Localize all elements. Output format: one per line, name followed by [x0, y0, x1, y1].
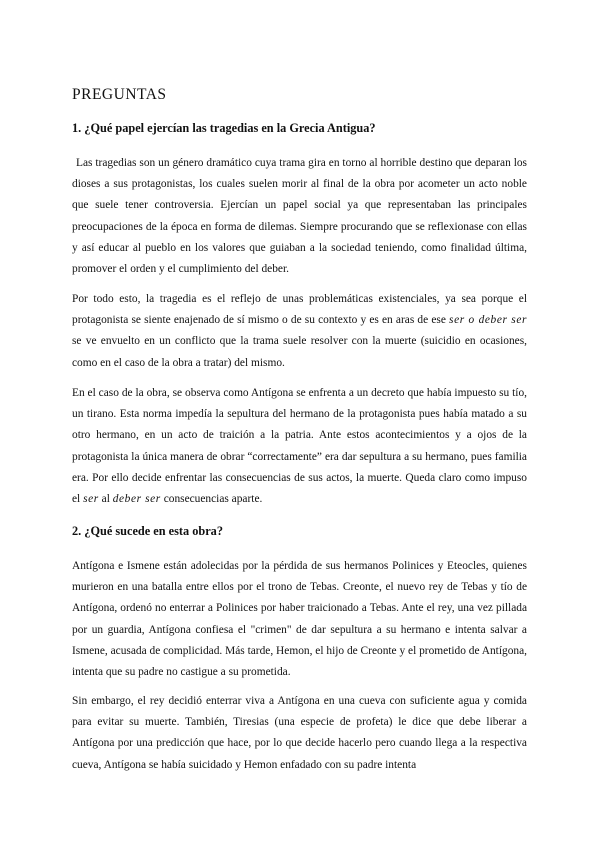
page-title: PREGUNTAS [72, 86, 167, 103]
question-1-paragraph-3 [72, 383, 527, 510]
question-1-paragraph-1: Las tragedias son un género dramático cuya trama gira en torno al horrible destino que deparan los dioses a sus protagonistas, los cuales suelen morir al final de la obra por acometer un acto noble que suele tener controversia. Ejercían un papel social ya que representaban las principales preocupaciones de la época en forma de dilemas. Siempre procurando que se reflexionase con ellas y así educar al pueblo en los valores que guiaban a la sociedad teniendo, como finalidad última, promover el orden y el cumplimiento del deber. [72, 157, 527, 276]
emphasis-text: ser o deber ser [449, 314, 528, 327]
paragraph-text: consecuencias aparte. [160, 493, 263, 506]
question-1-heading: 1. ¿Qué papel ejercían las tragedias en la Grecia Antigua? [72, 121, 376, 135]
paragraph-text: al [98, 493, 113, 506]
paragraph-text: se ve envuelto en un conflicto que la trama suele resolver con la muerte (suicidio en ocasiones, como en el caso de la obra a tratar) del mismo. [72, 335, 527, 369]
emphasis-text: ser [83, 493, 99, 506]
question-2-paragraph-2: Sin embargo, el rey decidió enterrar viva a Antígona en una cueva con suficiente agua y comida para evitar su muerte. También, Tiresias (una especie de profeta) le dice que debe liberar a Antígona por una predicción que hace, por lo que decide hacerlo pero cuando llega a la respectiva cueva, Antígona se había suicidado y Hemon enfadado con su padre intenta [72, 695, 527, 771]
question-2-heading: 2. ¿Qué sucede en esta obra? [72, 524, 223, 538]
question-1-paragraph-2 [72, 289, 527, 374]
paragraph-text: Por todo esto, la tragedia es el reflejo de unas problemáticas existenciales, ya sea porque el protagonista se siente enajenado de sí mismo o de su contexto y es en aras de ese [72, 293, 527, 327]
paragraph-text: En el caso de la obra, se observa como Antígona se enfrenta a un decreto que había impuesto su tío, un tirano. Esta norma impedía la sepultura del hermano de la protagonista pues había matado a su otro hermano, en un acto de traición a la patria. Ante estos acontecimientos y a ojos de la protagonista la única manera de obrar “correctamente” era dar sepultura a su hermano, pues familia era. Por ello decide enfrentar las consecuencias de sus actos, la muerte. Queda claro como impuso el [72, 387, 527, 506]
emphasis-text: deber ser [112, 493, 161, 506]
question-2-paragraph-1: Antígona e Ismene están adolecidas por la pérdida de sus hermanos Polinices y Eteocles, quienes murieron en una batalla entre ellos por el trono de Tebas. Creonte, el nuevo rey de Tebas y tío de Antígona, ordenó no enterrar a Polinices por haber traicionado a Tebas. Ante el rey, una vez pillada por un guardia, Antígona confiesa el "crimen" de dar sepultura a su hermano e intenta salvar a Ismene, acusada de complicidad. Más tarde, Hemon, el hijo de Creonte y el prometido de Antígona, intenta que su padre no castigue a su prometida. [72, 560, 527, 679]
